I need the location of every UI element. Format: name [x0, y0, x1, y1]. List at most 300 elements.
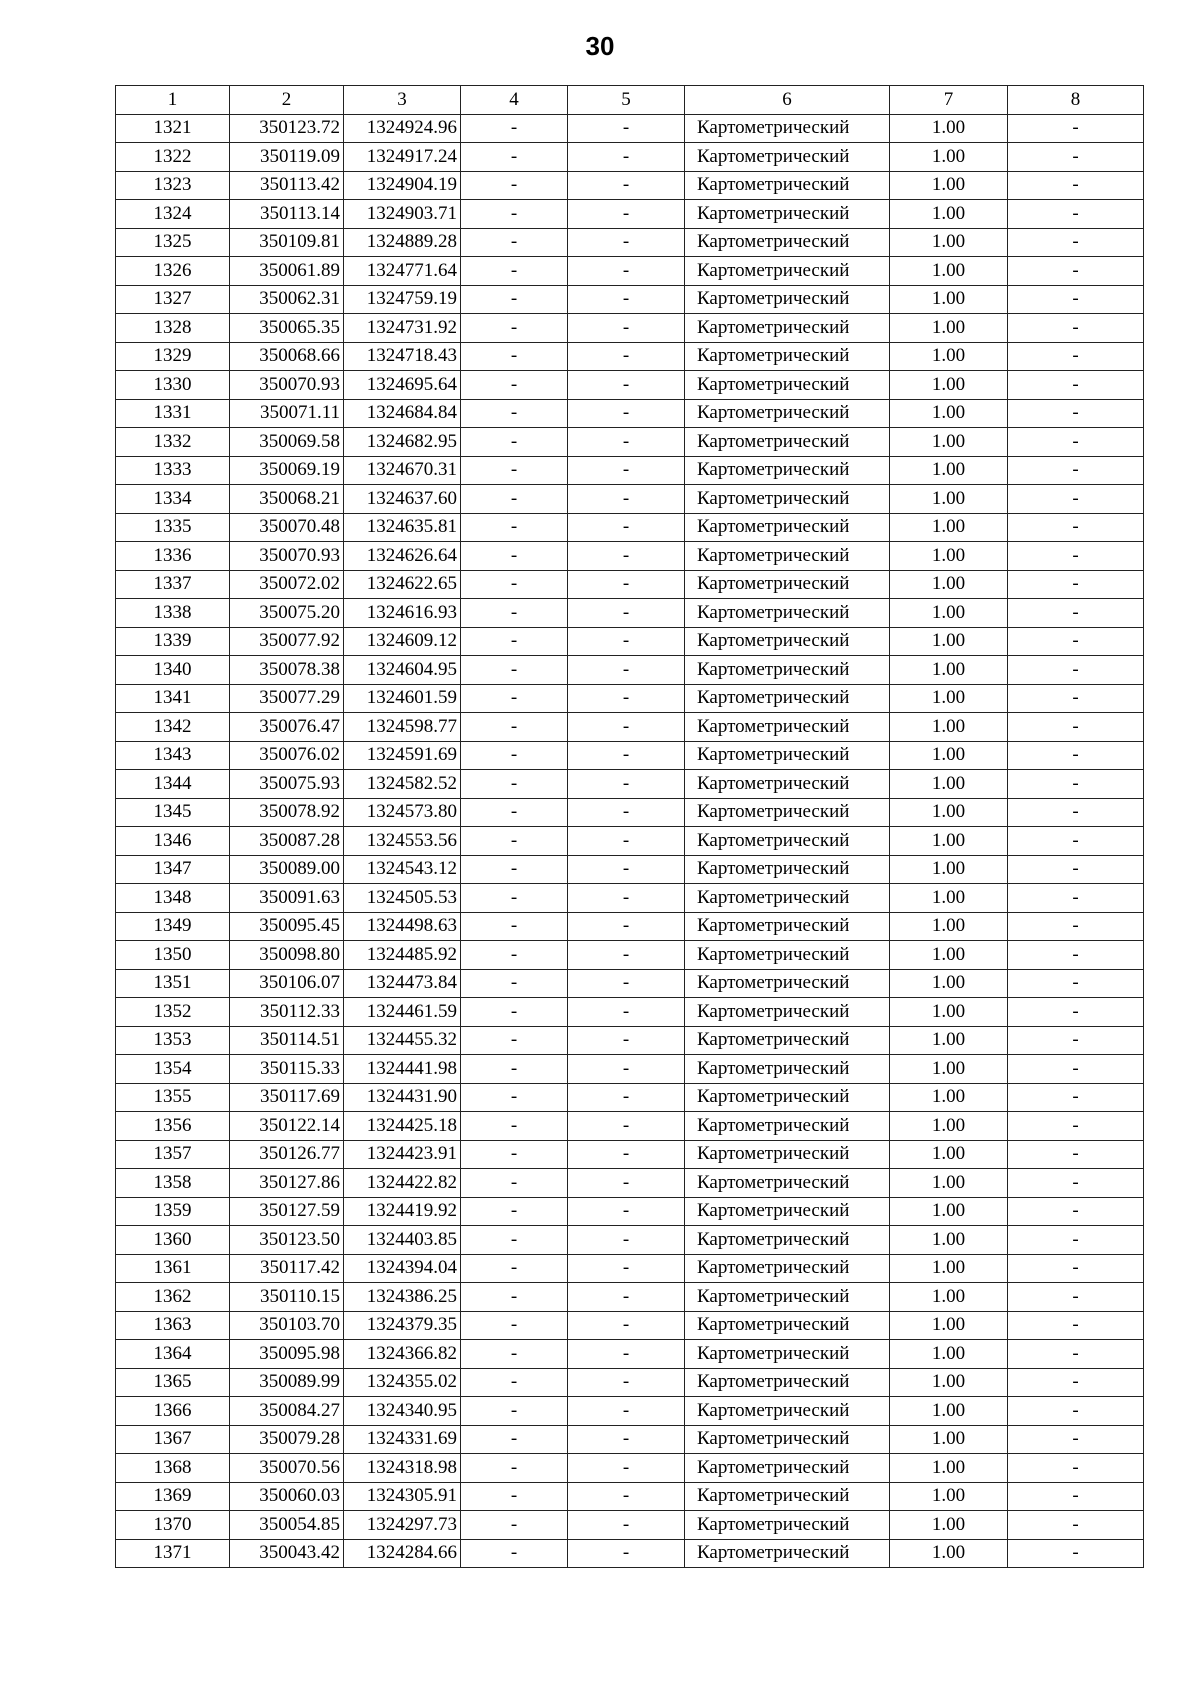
column-5-cell: - [568, 912, 685, 941]
column-5-cell: - [568, 1425, 685, 1454]
method-cell: Картометрический [685, 485, 890, 514]
point-number-cell: 1348 [116, 884, 230, 913]
point-number-cell: 1342 [116, 713, 230, 742]
column-4-cell: - [461, 884, 568, 913]
method-cell: Картометрический [685, 656, 890, 685]
column-4-cell: - [461, 314, 568, 343]
y-coordinate-cell: 1324917.24 [344, 143, 461, 172]
method-cell: Картометрический [685, 1425, 890, 1454]
x-coordinate-cell: 350109.81 [230, 228, 344, 257]
column-4-cell: - [461, 1311, 568, 1340]
accuracy-cell: 1.00 [890, 656, 1008, 685]
method-cell: Картометрический [685, 912, 890, 941]
x-coordinate-cell: 350076.47 [230, 713, 344, 742]
column-4-cell: - [461, 1226, 568, 1255]
y-coordinate-cell: 1324771.64 [344, 257, 461, 286]
x-coordinate-cell: 350123.50 [230, 1226, 344, 1255]
point-number-cell: 1340 [116, 656, 230, 685]
table-row [116, 599, 1144, 628]
x-coordinate-cell: 350078.38 [230, 656, 344, 685]
table-row [116, 1140, 1144, 1169]
point-number-cell: 1358 [116, 1169, 230, 1198]
accuracy-cell: 1.00 [890, 1368, 1008, 1397]
method-cell: Картометрический [685, 827, 890, 856]
accuracy-cell: 1.00 [890, 713, 1008, 742]
y-coordinate-cell: 1324604.95 [344, 656, 461, 685]
x-coordinate-cell: 350117.69 [230, 1083, 344, 1112]
column-4-cell: - [461, 1112, 568, 1141]
column-4-cell: - [461, 257, 568, 286]
column-5-cell: - [568, 1511, 685, 1540]
x-coordinate-cell: 350095.45 [230, 912, 344, 941]
point-number-cell: 1357 [116, 1140, 230, 1169]
table-row [116, 1283, 1144, 1312]
column-4-cell: - [461, 1397, 568, 1426]
column-4-cell: - [461, 684, 568, 713]
accuracy-cell: 1.00 [890, 371, 1008, 400]
accuracy-cell: 1.00 [890, 513, 1008, 542]
table-row [116, 570, 1144, 599]
y-coordinate-cell: 1324759.19 [344, 285, 461, 314]
method-cell: Картометрический [685, 1311, 890, 1340]
column-5-cell: - [568, 1083, 685, 1112]
point-number-cell: 1339 [116, 627, 230, 656]
column-5-cell: - [568, 1368, 685, 1397]
column-5-cell: - [568, 684, 685, 713]
y-coordinate-cell: 1324553.56 [344, 827, 461, 856]
table-row [116, 1454, 1144, 1483]
table-row [116, 1169, 1144, 1198]
column-header-2: 2 [230, 86, 344, 115]
column-5-cell: - [568, 998, 685, 1027]
column-header-6: 6 [685, 86, 890, 115]
column-5-cell: - [568, 855, 685, 884]
method-cell: Картометрический [685, 599, 890, 628]
table-row [116, 1539, 1144, 1568]
point-number-cell: 1330 [116, 371, 230, 400]
column-8-cell: - [1008, 713, 1144, 742]
y-coordinate-cell: 1324422.82 [344, 1169, 461, 1198]
column-4-cell: - [461, 1140, 568, 1169]
table-row [116, 485, 1144, 514]
x-coordinate-cell: 350079.28 [230, 1425, 344, 1454]
y-coordinate-cell: 1324284.66 [344, 1539, 461, 1568]
method-cell: Картометрический [685, 428, 890, 457]
x-coordinate-cell: 350061.89 [230, 257, 344, 286]
x-coordinate-cell: 350060.03 [230, 1482, 344, 1511]
y-coordinate-cell: 1324626.64 [344, 542, 461, 571]
method-cell: Картометрический [685, 798, 890, 827]
column-5-cell: - [568, 969, 685, 998]
point-number-cell: 1350 [116, 941, 230, 970]
table-row [116, 1026, 1144, 1055]
x-coordinate-cell: 350123.72 [230, 114, 344, 143]
y-coordinate-cell: 1324331.69 [344, 1425, 461, 1454]
method-cell: Картометрический [685, 285, 890, 314]
column-8-cell: - [1008, 1425, 1144, 1454]
column-8-cell: - [1008, 1083, 1144, 1112]
accuracy-cell: 1.00 [890, 257, 1008, 286]
column-5-cell: - [568, 570, 685, 599]
table-row [116, 770, 1144, 799]
column-5-cell: - [568, 1454, 685, 1483]
method-cell: Картометрический [685, 1482, 890, 1511]
column-5-cell: - [568, 513, 685, 542]
column-8-cell: - [1008, 770, 1144, 799]
table-row [116, 1340, 1144, 1369]
point-number-cell: 1325 [116, 228, 230, 257]
method-cell: Картометрический [685, 1254, 890, 1283]
x-coordinate-cell: 350113.14 [230, 200, 344, 229]
accuracy-cell: 1.00 [890, 1055, 1008, 1084]
column-8-cell: - [1008, 741, 1144, 770]
table-row [116, 1197, 1144, 1226]
accuracy-cell: 1.00 [890, 827, 1008, 856]
column-4-cell: - [461, 228, 568, 257]
column-4-cell: - [461, 1340, 568, 1369]
accuracy-cell: 1.00 [890, 1254, 1008, 1283]
point-number-cell: 1324 [116, 200, 230, 229]
table-row [116, 941, 1144, 970]
column-8-cell: - [1008, 1397, 1144, 1426]
column-8-cell: - [1008, 969, 1144, 998]
point-number-cell: 1352 [116, 998, 230, 1027]
method-cell: Картометрический [685, 1083, 890, 1112]
point-number-cell: 1329 [116, 342, 230, 371]
accuracy-cell: 1.00 [890, 599, 1008, 628]
y-coordinate-cell: 1324355.02 [344, 1368, 461, 1397]
table-row [116, 1311, 1144, 1340]
accuracy-cell: 1.00 [890, 143, 1008, 172]
x-coordinate-cell: 350098.80 [230, 941, 344, 970]
column-8-cell: - [1008, 1226, 1144, 1255]
accuracy-cell: 1.00 [890, 542, 1008, 571]
method-cell: Картометрический [685, 1340, 890, 1369]
column-4-cell: - [461, 827, 568, 856]
page-number: 30 [585, 31, 615, 61]
accuracy-cell: 1.00 [890, 969, 1008, 998]
y-coordinate-cell: 1324601.59 [344, 684, 461, 713]
point-number-cell: 1326 [116, 257, 230, 286]
method-cell: Картометрический [685, 713, 890, 742]
table-header-row [116, 86, 1144, 115]
method-cell: Картометрический [685, 456, 890, 485]
column-5-cell: - [568, 143, 685, 172]
table-row [116, 884, 1144, 913]
column-5-cell: - [568, 399, 685, 428]
column-5-cell: - [568, 1197, 685, 1226]
column-8-cell: - [1008, 1311, 1144, 1340]
method-cell: Картометрический [685, 684, 890, 713]
column-5-cell: - [568, 798, 685, 827]
table-row [116, 1482, 1144, 1511]
y-coordinate-cell: 1324498.63 [344, 912, 461, 941]
y-coordinate-cell: 1324419.92 [344, 1197, 461, 1226]
x-coordinate-cell: 350071.11 [230, 399, 344, 428]
column-4-cell: - [461, 599, 568, 628]
column-4-cell: - [461, 399, 568, 428]
column-5-cell: - [568, 1112, 685, 1141]
y-coordinate-cell: 1324718.43 [344, 342, 461, 371]
point-number-cell: 1351 [116, 969, 230, 998]
y-coordinate-cell: 1324379.35 [344, 1311, 461, 1340]
column-5-cell: - [568, 1397, 685, 1426]
column-4-cell: - [461, 1055, 568, 1084]
y-coordinate-cell: 1324425.18 [344, 1112, 461, 1141]
table-row [116, 314, 1144, 343]
y-coordinate-cell: 1324889.28 [344, 228, 461, 257]
column-4-cell: - [461, 741, 568, 770]
y-coordinate-cell: 1324591.69 [344, 741, 461, 770]
accuracy-cell: 1.00 [890, 114, 1008, 143]
column-8-cell: - [1008, 912, 1144, 941]
column-5-cell: - [568, 713, 685, 742]
y-coordinate-cell: 1324485.92 [344, 941, 461, 970]
y-coordinate-cell: 1324904.19 [344, 171, 461, 200]
y-coordinate-cell: 1324505.53 [344, 884, 461, 913]
column-8-cell: - [1008, 371, 1144, 400]
column-5-cell: - [568, 1226, 685, 1255]
column-4-cell: - [461, 1482, 568, 1511]
column-8-cell: - [1008, 257, 1144, 286]
accuracy-cell: 1.00 [890, 171, 1008, 200]
table-row [116, 456, 1144, 485]
x-coordinate-cell: 350127.59 [230, 1197, 344, 1226]
x-coordinate-cell: 350075.93 [230, 770, 344, 799]
x-coordinate-cell: 350084.27 [230, 1397, 344, 1426]
column-4-cell: - [461, 342, 568, 371]
x-coordinate-cell: 350069.19 [230, 456, 344, 485]
column-5-cell: - [568, 599, 685, 628]
point-number-cell: 1354 [116, 1055, 230, 1084]
method-cell: Картометрический [685, 1511, 890, 1540]
table-row [116, 1083, 1144, 1112]
column-5-cell: - [568, 770, 685, 799]
x-coordinate-cell: 350070.48 [230, 513, 344, 542]
point-number-cell: 1370 [116, 1511, 230, 1540]
table-row [116, 399, 1144, 428]
point-number-cell: 1328 [116, 314, 230, 343]
y-coordinate-cell: 1324573.80 [344, 798, 461, 827]
table-row [116, 656, 1144, 685]
accuracy-cell: 1.00 [890, 741, 1008, 770]
method-cell: Картометрический [685, 114, 890, 143]
column-8-cell: - [1008, 1197, 1144, 1226]
x-coordinate-cell: 350095.98 [230, 1340, 344, 1369]
method-cell: Картометрический [685, 627, 890, 656]
table-row [116, 428, 1144, 457]
table-row [116, 912, 1144, 941]
x-coordinate-cell: 350068.21 [230, 485, 344, 514]
table-row [116, 1112, 1144, 1141]
table-row [116, 1397, 1144, 1426]
x-coordinate-cell: 350075.20 [230, 599, 344, 628]
accuracy-cell: 1.00 [890, 1454, 1008, 1483]
column-4-cell: - [461, 171, 568, 200]
y-coordinate-cell: 1324473.84 [344, 969, 461, 998]
point-number-cell: 1345 [116, 798, 230, 827]
column-8-cell: - [1008, 342, 1144, 371]
column-8-cell: - [1008, 513, 1144, 542]
method-cell: Картометрический [685, 770, 890, 799]
column-8-cell: - [1008, 456, 1144, 485]
method-cell: Картометрический [685, 1283, 890, 1312]
point-number-cell: 1346 [116, 827, 230, 856]
point-number-cell: 1368 [116, 1454, 230, 1483]
method-cell: Картометрический [685, 1539, 890, 1568]
column-5-cell: - [568, 342, 685, 371]
column-8-cell: - [1008, 485, 1144, 514]
column-4-cell: - [461, 1539, 568, 1568]
y-coordinate-cell: 1324366.82 [344, 1340, 461, 1369]
column-5-cell: - [568, 1055, 685, 1084]
y-coordinate-cell: 1324423.91 [344, 1140, 461, 1169]
y-coordinate-cell: 1324635.81 [344, 513, 461, 542]
table-row [116, 371, 1144, 400]
column-8-cell: - [1008, 200, 1144, 229]
table-row [116, 143, 1144, 172]
column-8-cell: - [1008, 542, 1144, 571]
method-cell: Картометрический [685, 941, 890, 970]
column-5-cell: - [568, 200, 685, 229]
column-5-cell: - [568, 1140, 685, 1169]
x-coordinate-cell: 350091.63 [230, 884, 344, 913]
column-4-cell: - [461, 1511, 568, 1540]
column-8-cell: - [1008, 684, 1144, 713]
y-coordinate-cell: 1324616.93 [344, 599, 461, 628]
column-4-cell: - [461, 1283, 568, 1312]
method-cell: Картометрический [685, 1226, 890, 1255]
table-row [116, 285, 1144, 314]
column-5-cell: - [568, 1482, 685, 1511]
y-coordinate-cell: 1324924.96 [344, 114, 461, 143]
column-8-cell: - [1008, 114, 1144, 143]
accuracy-cell: 1.00 [890, 1140, 1008, 1169]
y-coordinate-cell: 1324403.85 [344, 1226, 461, 1255]
x-coordinate-cell: 350070.93 [230, 542, 344, 571]
accuracy-cell: 1.00 [890, 684, 1008, 713]
point-number-cell: 1331 [116, 399, 230, 428]
x-coordinate-cell: 350113.42 [230, 171, 344, 200]
x-coordinate-cell: 350112.33 [230, 998, 344, 1027]
column-4-cell: - [461, 143, 568, 172]
column-4-cell: - [461, 1197, 568, 1226]
column-8-cell: - [1008, 1454, 1144, 1483]
y-coordinate-cell: 1324340.95 [344, 1397, 461, 1426]
y-coordinate-cell: 1324543.12 [344, 855, 461, 884]
column-8-cell: - [1008, 228, 1144, 257]
accuracy-cell: 1.00 [890, 884, 1008, 913]
column-4-cell: - [461, 969, 568, 998]
y-coordinate-cell: 1324684.84 [344, 399, 461, 428]
accuracy-cell: 1.00 [890, 228, 1008, 257]
method-cell: Картометрический [685, 513, 890, 542]
point-number-cell: 1349 [116, 912, 230, 941]
column-8-cell: - [1008, 599, 1144, 628]
y-coordinate-cell: 1324394.04 [344, 1254, 461, 1283]
method-cell: Картометрический [685, 1112, 890, 1141]
column-8-cell: - [1008, 285, 1144, 314]
method-cell: Картометрический [685, 1169, 890, 1198]
point-number-cell: 1321 [116, 114, 230, 143]
accuracy-cell: 1.00 [890, 428, 1008, 457]
column-4-cell: - [461, 1425, 568, 1454]
point-number-cell: 1361 [116, 1254, 230, 1283]
column-5-cell: - [568, 1283, 685, 1312]
column-header-3: 3 [344, 86, 461, 115]
table-row [116, 542, 1144, 571]
y-coordinate-cell: 1324731.92 [344, 314, 461, 343]
accuracy-cell: 1.00 [890, 798, 1008, 827]
point-number-cell: 1362 [116, 1283, 230, 1312]
table-row [116, 1254, 1144, 1283]
column-5-cell: - [568, 114, 685, 143]
column-8-cell: - [1008, 1511, 1144, 1540]
column-8-cell: - [1008, 1283, 1144, 1312]
accuracy-cell: 1.00 [890, 1283, 1008, 1312]
table-row [116, 1511, 1144, 1540]
column-8-cell: - [1008, 1482, 1144, 1511]
y-coordinate-cell: 1324670.31 [344, 456, 461, 485]
column-8-cell: - [1008, 171, 1144, 200]
x-coordinate-cell: 350077.92 [230, 627, 344, 656]
accuracy-cell: 1.00 [890, 485, 1008, 514]
x-coordinate-cell: 350106.07 [230, 969, 344, 998]
column-5-cell: - [568, 1026, 685, 1055]
method-cell: Картометрический [685, 855, 890, 884]
accuracy-cell: 1.00 [890, 200, 1008, 229]
y-coordinate-cell: 1324431.90 [344, 1083, 461, 1112]
point-number-cell: 1347 [116, 855, 230, 884]
table-row [116, 513, 1144, 542]
method-cell: Картометрический [685, 1368, 890, 1397]
column-5-cell: - [568, 542, 685, 571]
column-4-cell: - [461, 855, 568, 884]
column-header-5: 5 [568, 86, 685, 115]
x-coordinate-cell: 350115.33 [230, 1055, 344, 1084]
accuracy-cell: 1.00 [890, 912, 1008, 941]
table-row [116, 1425, 1144, 1454]
y-coordinate-cell: 1324297.73 [344, 1511, 461, 1540]
point-number-cell: 1335 [116, 513, 230, 542]
point-number-cell: 1367 [116, 1425, 230, 1454]
column-8-cell: - [1008, 314, 1144, 343]
y-coordinate-cell: 1324609.12 [344, 627, 461, 656]
column-8-cell: - [1008, 627, 1144, 656]
column-5-cell: - [568, 456, 685, 485]
accuracy-cell: 1.00 [890, 1511, 1008, 1540]
method-cell: Картометрический [685, 1197, 890, 1226]
column-5-cell: - [568, 428, 685, 457]
column-8-cell: - [1008, 428, 1144, 457]
column-8-cell: - [1008, 1169, 1144, 1198]
column-8-cell: - [1008, 1112, 1144, 1141]
point-number-cell: 1327 [116, 285, 230, 314]
accuracy-cell: 1.00 [890, 314, 1008, 343]
point-number-cell: 1336 [116, 542, 230, 571]
column-4-cell: - [461, 428, 568, 457]
column-5-cell: - [568, 314, 685, 343]
accuracy-cell: 1.00 [890, 941, 1008, 970]
column-4-cell: - [461, 371, 568, 400]
point-number-cell: 1369 [116, 1482, 230, 1511]
table-row [116, 342, 1144, 371]
x-coordinate-cell: 350117.42 [230, 1254, 344, 1283]
point-number-cell: 1343 [116, 741, 230, 770]
point-number-cell: 1356 [116, 1112, 230, 1141]
column-4-cell: - [461, 513, 568, 542]
method-cell: Картометрический [685, 1397, 890, 1426]
